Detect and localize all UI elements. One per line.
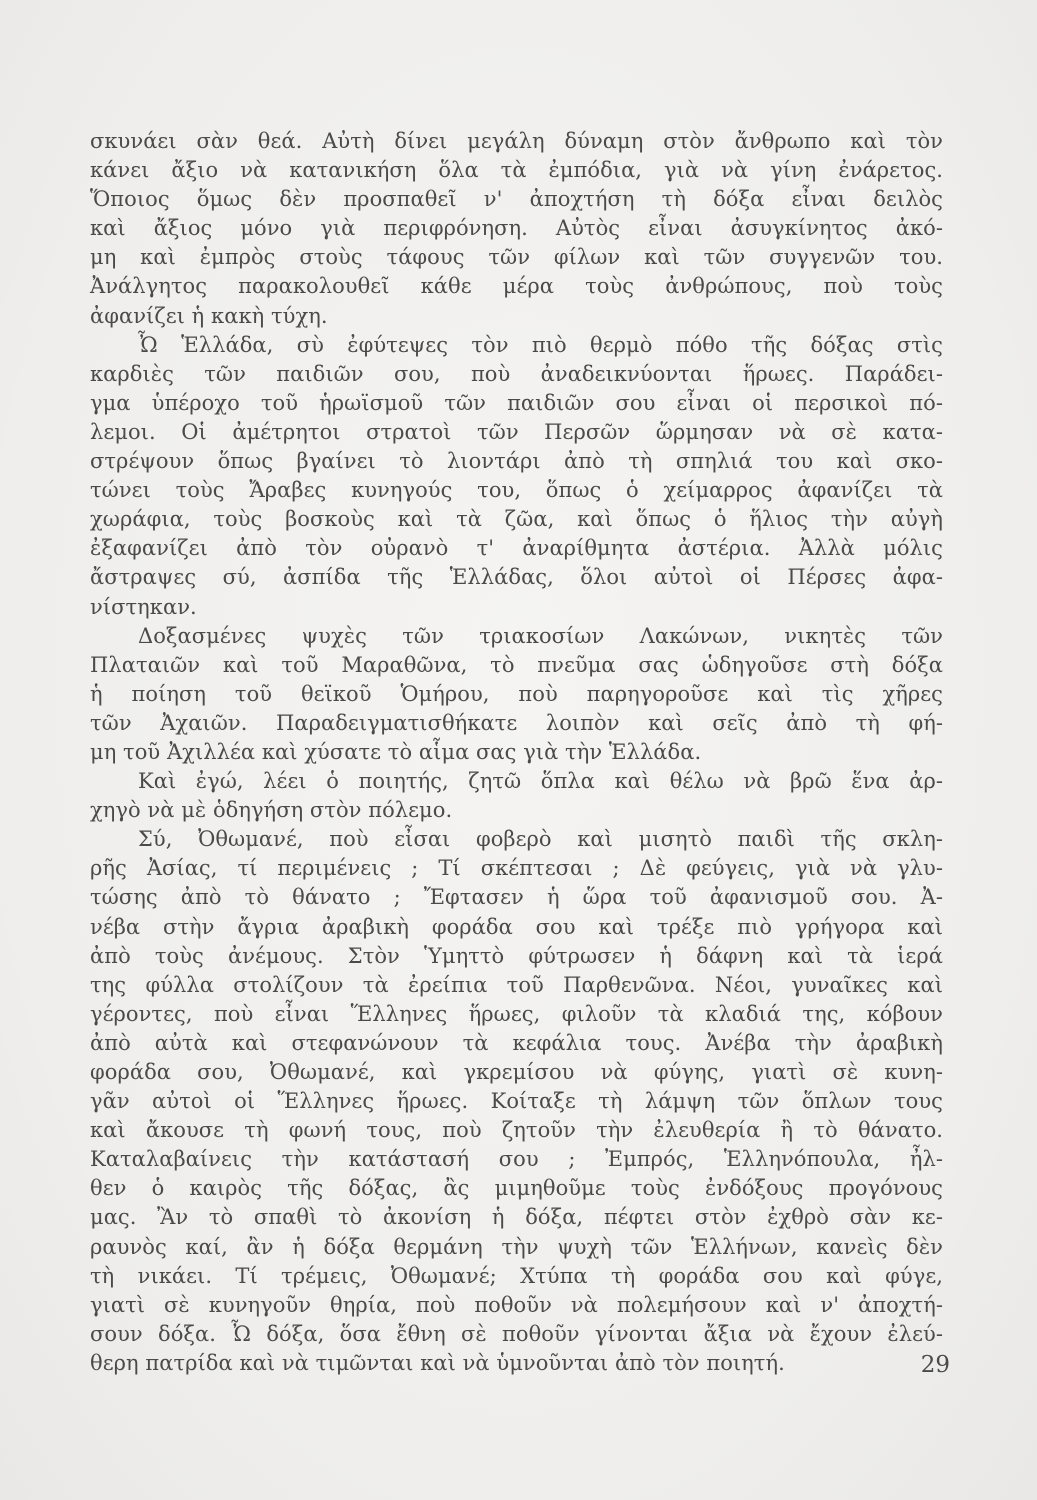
text-line: Ὦ Ἑλλάδα, σὺ ἐφύτεψες τὸν πιὸ θερμὸ πόθο τῆς δόξας στὶς <box>138 332 943 357</box>
text-line: ραυνὸς καί, ἂν ἡ δόξα θερμάνη τὴν ψυχὴ τῶν Ἑλλήνων, κανεὶς δὲν <box>90 1234 943 1259</box>
text-line: καὶ ἄκουσε τὴ φωνή τους, ποὺ ζητοῦν τὴν ἐλευθερία ἢ τὸ θάνατο. <box>90 1118 943 1143</box>
text-line: τῶν Ἀχαιῶν. Παραδειγματισθήκατε λοιπὸν καὶ σεῖς ἀπὸ τὴ φή- <box>90 710 943 735</box>
text-line: Καταλαβαίνεις τὴν κατάστασή σου ; Ἐμπρός, Ἑλληνόπουλα, ἦλ- <box>90 1147 943 1172</box>
text-line: μη τοῦ Ἀχιλλέα καὶ χύσατε τὸ αἷμα σας γιὰ τὴν Ἑλλάδα. <box>90 739 702 764</box>
text-line: ἡ ποίηση τοῦ θεϊκοῦ Ὁμήρου, ποὺ παρηγοροῦσε καὶ τὶς χῆρες <box>90 681 943 706</box>
body-text <box>90 127 943 1378</box>
text-line: ἐξαφανίζει ἀπὸ τὸν οὐρανὸ τ' ἀναρίθμητα ἀστέρια. Ἀλλὰ μόλις <box>90 536 943 561</box>
text-line: ἄστραψες σύ, ἀσπίδα τῆς Ἑλλάδας, ὅλοι αὐτοὶ οἱ Πέρσες ἀφα- <box>90 565 943 590</box>
text-line: Δοξασμένες ψυχὲς τῶν τριακοσίων Λακώνων, νικητὲς τῶν <box>138 623 943 648</box>
text-line: φοράδα σου, Ὀθωμανέ, καὶ γκρεμίσου νὰ φύγης, γιατὶ σὲ κυνη- <box>90 1060 943 1084</box>
text-line: ἀπὸ τοὺς ἀνέμους. Στὸν Ὑμηττὸ φύτρωσεν ἡ δάφνη καὶ τὰ ἱερά <box>90 943 943 968</box>
text-line: κάνει ἄξιο νὰ κατανικήση ὅλα τὰ ἐμπόδια, γιὰ νὰ γίνη ἐνάρετος. <box>90 158 943 183</box>
text-line: Πλαταιῶν καὶ τοῦ Μαραθῶνα, τὸ πνεῦμα σας ὡδηγοῦσε στὴ δόξα <box>90 652 943 677</box>
text-line: γμα ὑπέροχο τοῦ ἡρωϊσμοῦ τῶν παιδιῶν σου εἶναι οἱ περσικοὶ πό- <box>90 390 943 415</box>
text-line: ρῆς Ἀσίας, τί περιμένεις ; Τί σκέπτεσαι ; Δὲ φεύγεις, γιὰ νὰ γλυ- <box>90 856 943 881</box>
text-line: ἀφανίζει ἡ κακὴ τύχη. <box>90 303 328 328</box>
text-line: τώσης ἀπὸ τὸ θάνατο ; Ἔφτασεν ἡ ὥρα τοῦ ἀφανισμοῦ σου. Ἀ- <box>90 885 943 910</box>
text-line: Ἀνάλγητος παρακολουθεῖ κάθε μέρα τοὺς ἀνθρώπους, ποὺ τοὺς <box>90 274 943 299</box>
text-line: Σύ, Ὀθωμανέ, ποὺ εἶσαι φοβερὸ καὶ μισητὸ παιδὶ τῆς σκλη- <box>138 827 943 852</box>
text-line: της φύλλα στολίζουν τὰ ἐρείπια τοῦ Παρθενῶνα. Νέοι, γυναῖκες καὶ <box>90 972 943 997</box>
text-line: γέροντες, ποὺ εἶναι Ἕλληνες ἥρωες, φιλοῦν τὰ κλαδιά της, κόβουν <box>90 1001 943 1026</box>
text-line: θεν ὁ καιρὸς τῆς δόξας, ἂς μιμηθοῦμε τοὺς ἐνδόξους προγόνους <box>90 1176 943 1201</box>
text-line: μας. Ἂν τὸ σπαθὶ τὸ ἀκονίση ἡ δόξα, πέφτει στὸν ἐχθρὸ σὰν κε- <box>90 1205 943 1230</box>
text-line: καὶ ἄξιος μόνο γιὰ περιφρόνηση. Αὐτὸς εἶναι ἀσυγκίνητος ἀκό- <box>90 216 943 241</box>
text-line: καρδιὲς τῶν παιδιῶν σου, ποὺ ἀναδεικνύονται ἥρωες. Παράδει- <box>90 361 943 386</box>
text-line: λεμοι. Οἱ ἀμέτρητοι στρατοὶ τῶν Περσῶν ὥρμησαν νὰ σὲ κατα- <box>90 419 943 444</box>
text-line: μη καὶ ἐμπρὸς στοὺς τάφους τῶν φίλων καὶ τῶν συγγενῶν του. <box>90 245 943 270</box>
text-line: χηγὸ νὰ μὲ ὁδηγήση στὸν πόλεμο. <box>90 798 453 823</box>
text-line: χωράφια, τοὺς βοσκοὺς καὶ τὰ ζῶα, καὶ ὅπως ὁ ἥλιος τὴν αὐγὴ <box>90 507 943 532</box>
text-line: νίστηκαν. <box>90 594 197 619</box>
text-line: σκυνάει σὰν θεά. Αὐτὴ δίνει μεγάλη δύναμη στὸν ἄνθρωπο καὶ τὸν <box>90 129 943 153</box>
text-line: ἀπὸ αὐτὰ καὶ στεφανώνουν τὰ κεφάλια τους. Ἀνέβα τὴν ἀραβικὴ <box>90 1030 943 1055</box>
text-line: Ὅποιος ὅμως δὲν προσπαθεῖ ν' ἀποχτήση τὴ δόξα εἶναι δειλὸς <box>90 187 943 212</box>
text-line: νέβα στὴν ἄγρια ἀραβικὴ φοράδα σου καὶ τρέξε πιὸ γρήγορα καὶ <box>90 914 943 939</box>
text-line: γιατὶ σὲ κυνηγοῦν θηρία, ποὺ ποθοῦν νὰ πολεμήσουν καὶ ν' ἀποχτή- <box>90 1292 943 1317</box>
text-line: θερη πατρίδα καὶ νὰ τιμῶνται καὶ νὰ ὑμνοῦνται ἀπὸ τὸν ποιητή. <box>90 1350 785 1375</box>
text-line: τώνει τοὺς Ἄραβες κυνηγούς του, ὅπως ὁ χείμαρρος ἀφανίζει τὰ <box>90 478 943 503</box>
text-line: Καὶ ἐγώ, λέει ὁ ποιητής, ζητῶ ὅπλα καὶ θέλω νὰ βρῶ ἕνα ἀρ- <box>138 769 943 794</box>
page-number: 29 <box>920 1352 950 1378</box>
text-line: γᾶν αὐτοὶ οἱ Ἕλληνες ἥρωες. Κοίταξε τὴ λάμψη τῶν ὅπλων τους <box>90 1089 943 1114</box>
text-line: τὴ νικάει. Τί τρέμεις, Ὀθωμανέ; Χτύπα τὴ φοράδα σου καὶ φύγε, <box>90 1263 943 1288</box>
text-line: στρέψουν ὅπως βγαίνει τὸ λιοντάρι ἀπὸ τὴ σπηλιά του καὶ σκο- <box>90 449 943 474</box>
text-line: σουν δόξα. Ὦ δόξα, ὅσα ἔθνη σὲ ποθοῦν γίνονται ἄξια νὰ ἔχουν ἐλεύ- <box>90 1321 943 1346</box>
